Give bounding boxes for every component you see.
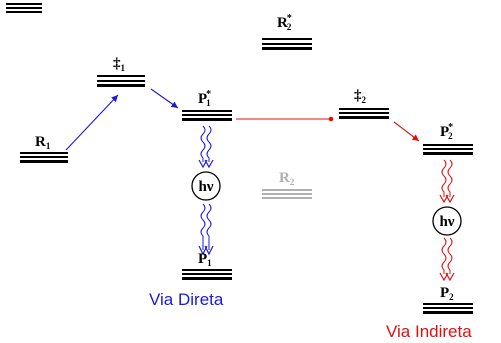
arrow-ts2-to-p2-star — [394, 122, 419, 141]
wavy-arrow-hv-to-p1 — [199, 204, 213, 254]
wavy-arrow-p1-star-to-hv — [199, 126, 213, 167]
level-r1 — [20, 152, 68, 163]
level-r2-faded — [262, 189, 312, 199]
label-r2-faded: $R_2$ — [279, 170, 295, 187]
caption-via-indireta: Via Indireta — [386, 322, 472, 341]
wavy-arrow-p2-star-to-hv — [440, 160, 454, 202]
level-p1 — [182, 269, 232, 280]
wavy-arrow-hv-to-p2 — [440, 238, 454, 280]
level-ts2 — [339, 108, 389, 119]
label-ts2: $\ddagger_2$ — [354, 88, 366, 105]
level-top-left — [6, 3, 42, 13]
level-r2-star — [262, 38, 312, 50]
arrow-p1-star-to-ts2-head — [329, 117, 334, 122]
level-p2 — [423, 303, 473, 314]
label-ts1: $\ddagger_1$ — [113, 56, 125, 73]
label-hv-right: hν — [439, 214, 455, 230]
level-p1-star — [182, 110, 232, 121]
level-p2-star — [423, 144, 473, 155]
label-p2: $P_2$ — [440, 285, 454, 302]
label-p1-star: P* 1 — [198, 89, 212, 108]
level-ts1 — [97, 75, 145, 87]
arrow-r1-to-ts1 — [66, 95, 118, 150]
arrow-ts1-to-p1-star — [151, 89, 178, 108]
label-r2-star: R* 2 — [277, 13, 292, 32]
label-r1: $R_1$ — [35, 134, 51, 151]
caption-via-direta: Via Direta — [149, 290, 224, 309]
label-hv-left: hν — [198, 179, 214, 195]
label-p2-star: P* 2 — [440, 122, 454, 141]
label-p1: $P_1$ — [198, 251, 212, 268]
